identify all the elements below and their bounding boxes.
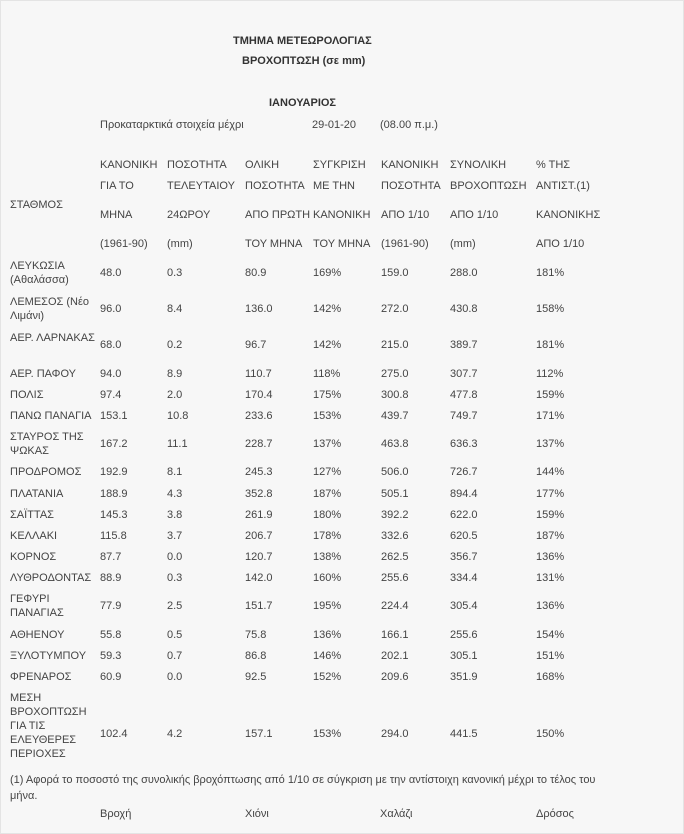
table-cell: 352.8 [245, 488, 273, 500]
column-header-line: ΚΑΝΟΝΙΚΗ [381, 159, 439, 171]
table-cell: 136.0 [245, 303, 273, 315]
table-cell: 0.0 [167, 551, 183, 563]
table-cell: 0.2 [167, 339, 183, 351]
column-header-line: ΓΙΑ ΤΟ [100, 180, 134, 192]
table-cell: 158% [536, 303, 565, 315]
table-cell: 127% [313, 466, 342, 478]
table-cell: 188.9 [100, 488, 128, 500]
table-cell: 159% [536, 389, 565, 401]
column-header-line: ΑΠΟ 1/10 [450, 209, 499, 221]
station-name: ΠΑΝΩ ΠΑΝΑΓΙΑ [10, 410, 92, 422]
table-cell: 136% [313, 629, 342, 641]
table-cell: 8.9 [167, 368, 183, 380]
column-header-line: (1961-90) [100, 238, 148, 250]
table-cell: 60.9 [100, 671, 122, 683]
station-name: ΦΡΕΝΑΡΟΣ [10, 671, 72, 683]
table-cell: 48.0 [100, 267, 122, 279]
table-cell: 334.4 [450, 572, 478, 584]
table-cell: 137% [313, 438, 342, 450]
table-cell: 177% [536, 488, 565, 500]
table-cell: 159.0 [381, 267, 409, 279]
table-cell: 96.0 [100, 303, 122, 315]
table-cell: 749.7 [450, 410, 478, 422]
prelim-time: (08.00 π.μ.) [380, 119, 438, 131]
column-header-line: ΤΕΛΕΥΤΑΙΟΥ [167, 180, 235, 192]
table-cell: 153.1 [100, 410, 128, 422]
column-header-line: ΑΠΟ 1/10 [536, 238, 585, 250]
table-cell: 180% [313, 509, 342, 521]
table-cell: 55.8 [100, 629, 122, 641]
table-cell: 187% [313, 488, 342, 500]
column-header-line: ΚΑΝΟΝΙΚΗ [313, 209, 371, 221]
table-cell: 97.4 [100, 389, 122, 401]
table-cell: 430.8 [450, 303, 478, 315]
table-cell: 153% [313, 410, 342, 422]
table-cell: 224.4 [381, 600, 409, 612]
table-cell: 150% [536, 728, 565, 740]
table-cell: 142% [313, 339, 342, 351]
table-cell: 118% [313, 368, 341, 380]
table-cell: 2.5 [167, 600, 183, 612]
station-name: ΣΑΪΤΤΑΣ [10, 509, 54, 521]
table-cell: 137% [536, 438, 565, 450]
column-header-line: ΠΟΣΟΤΗΤΑ [167, 159, 227, 171]
column-header-line: ΑΠΟ 1/10 [381, 209, 430, 221]
station-name: ΣΤΑΥΡΟΣ ΤΗΣ ΨΩΚΑΣ [10, 431, 84, 457]
table-cell: 131% [536, 572, 565, 584]
table-cell: 171% [536, 410, 565, 422]
table-cell: 351.9 [450, 671, 478, 683]
table-cell: 3.8 [167, 509, 183, 521]
table-cell: 120.7 [245, 551, 273, 563]
table-cell: 215.0 [381, 339, 409, 351]
table-cell: 146% [313, 650, 342, 662]
table-cell: 144% [536, 466, 565, 478]
column-header-line: ΠΟΣΟΤΗΤΑ [245, 180, 305, 192]
column-header-line: (mm) [450, 238, 476, 250]
table-cell: 136% [536, 551, 565, 563]
table-cell: 505.1 [381, 488, 409, 500]
station-name: ΚΕΛΛΑΚΙ [10, 530, 58, 542]
table-cell: 288.0 [450, 267, 478, 279]
column-header-line: ΜΗΝΑ [100, 209, 133, 221]
station-name: ΞΥΛΟΤΥΜΠΟΥ [10, 650, 87, 662]
table-cell: 726.7 [450, 466, 478, 478]
column-header-line: ΒΡΟΧΟΠΤΩΣΗ [450, 180, 527, 192]
table-cell: 112% [536, 368, 564, 380]
table-cell: 92.5 [245, 671, 267, 683]
table-cell: 102.4 [100, 728, 128, 740]
table-cell: 77.9 [100, 600, 122, 612]
column-header-line: ΤΟΥ ΜΗΝΑ [313, 238, 371, 250]
table-cell: 441.5 [450, 728, 478, 740]
table-cell: 439.7 [381, 410, 409, 422]
column-header-line: ΜΕ ΤΗΝ [313, 180, 355, 192]
table-cell: 622.0 [450, 509, 478, 521]
table-cell: 0.3 [167, 572, 183, 584]
column-header-line: (mm) [167, 238, 193, 250]
table-cell: 181% [536, 339, 565, 351]
station-name: ΑΕΡ. ΛΑΡΝΑΚΑΣ [10, 332, 95, 344]
table-cell: 151.7 [245, 600, 273, 612]
station-name: ΓΕΦΥΡΙ ΠΑΝΑΓΙΑΣ [10, 593, 64, 619]
month-heading: ΙΑΝΟΥΑΡΙΟΣ [269, 97, 337, 109]
table-cell: 4.2 [167, 728, 183, 740]
column-header-line: ΣΥΓΚΡΙΣΗ [313, 159, 366, 171]
table-cell: 8.4 [167, 303, 183, 315]
table-cell: 10.8 [167, 410, 189, 422]
column-header-line: 24ΩΡΟΥ [167, 209, 211, 221]
station-name: ΚΟΡΝΟΣ [10, 551, 57, 563]
table-cell: 894.4 [450, 488, 478, 500]
station-name: ΠΛΑΤΑΝΙΑ [10, 488, 64, 500]
table-cell: 169% [313, 267, 342, 279]
table-cell: 255.6 [450, 629, 478, 641]
table-cell: 154% [536, 629, 565, 641]
table-cell: 0.7 [167, 650, 183, 662]
legend-dew: Δρόσος [536, 808, 574, 820]
station-name: ΑΘΗΕΝΟΥ [10, 629, 65, 641]
table-cell: 209.6 [381, 671, 409, 683]
table-cell: 175% [313, 389, 342, 401]
station-name: ΛΕΜΕΣΟΣ (Νέο Λιμάνι) [10, 296, 90, 322]
legend-snow: Χιόνι [245, 808, 269, 820]
table-cell: 110.7 [245, 368, 272, 380]
table-cell: 115.8 [100, 530, 127, 542]
column-header-line: ΤΟΥ ΜΗΝΑ [245, 238, 303, 250]
station-name: ΛΕΥΚΩΣΙΑ (Αθαλάσσα) [10, 260, 69, 286]
column-header-line: (1961-90) [381, 238, 429, 250]
table-cell: 8.1 [167, 466, 183, 478]
station-name: ΑΕΡ. ΠΑΦΟΥ [10, 368, 76, 380]
table-cell: 167.2 [100, 438, 128, 450]
table-cell: 233.6 [245, 410, 273, 422]
table-cell: 202.1 [381, 650, 409, 662]
table-cell: 2.0 [167, 389, 183, 401]
table-cell: 142% [313, 303, 342, 315]
station-column-header: ΣΤΑΘΜΟΣ [10, 199, 63, 211]
table-cell: 307.7 [450, 368, 478, 380]
table-cell: 142.0 [245, 572, 273, 584]
table-cell: 356.7 [450, 551, 478, 563]
station-name: ΛΥΘΡΟΔΟΝΤΑΣ [10, 572, 92, 584]
table-cell: 3.7 [167, 530, 183, 542]
table-cell: 506.0 [381, 466, 409, 478]
table-cell: 136% [536, 600, 565, 612]
table-cell: 87.7 [100, 551, 122, 563]
table-cell: 275.0 [381, 368, 409, 380]
table-cell: 75.8 [245, 629, 267, 641]
station-name: ΜΕΣΗ ΒΡΟΧΟΠΤΩΣΗ ΓΙΑ ΤΙΣ ΕΛΕΥΘΕΡΕΣ ΠΕΡΙΟΧΕΣ [10, 692, 87, 760]
table-cell: 0.5 [167, 629, 183, 641]
table-cell: 300.8 [381, 389, 409, 401]
table-cell: 11.1 [167, 438, 188, 450]
table-cell: 166.1 [381, 629, 409, 641]
prelim-date: 29-01-20 [312, 119, 357, 131]
table-cell: 152% [313, 671, 342, 683]
table-cell: 181% [536, 267, 565, 279]
column-header-line: ΣΥΝΟΛΙΚΗ [450, 159, 507, 171]
table-cell: 272.0 [381, 303, 409, 315]
table-cell: 332.6 [381, 530, 409, 542]
table-cell: 157.1 [245, 728, 273, 740]
table-cell: 159% [536, 509, 565, 521]
table-cell: 392.2 [381, 509, 409, 521]
legend-rain: Βροχή [100, 808, 132, 820]
table-cell: 228.7 [245, 438, 273, 450]
table-cell: 294.0 [381, 728, 409, 740]
table-cell: 305.1 [450, 650, 478, 662]
table-cell: 245.3 [245, 466, 273, 478]
column-header-line: ΚΑΝΟΝΙΚΗΣ [536, 209, 601, 221]
table-cell: 68.0 [100, 339, 122, 351]
column-header-line: ΟΛΙΚΗ [245, 159, 280, 171]
table-cell: 153% [313, 728, 342, 740]
footnote: (1) Αφορά το ποσοστό της συνολικής βροχόπτωσης από 1/10 σε σύγκριση με την αντίστοιχη κανονική μέχρι το τέλος του μήνα. [10, 774, 596, 802]
table-cell: 389.7 [450, 339, 478, 351]
table-cell: 261.9 [245, 509, 273, 521]
table-cell: 86.8 [245, 650, 267, 662]
column-header-line: ΚΑΝΟΝΙΚΗ [100, 159, 158, 171]
table-cell: 170.4 [245, 389, 273, 401]
table-cell: 59.3 [100, 650, 122, 662]
table-cell: 151% [536, 650, 565, 662]
table-cell: 80.9 [245, 267, 267, 279]
column-header-line: % ΤΗΣ [536, 159, 571, 171]
table-cell: 305.4 [450, 600, 478, 612]
table-cell: 255.6 [381, 572, 409, 584]
table-cell: 160% [313, 572, 342, 584]
legend-hail: Χαλάζι [380, 808, 413, 820]
column-header-line: ΑΝΤΙΣΤ.(1) [536, 180, 590, 192]
table-cell: 96.7 [245, 339, 267, 351]
table-cell: 262.5 [381, 551, 409, 563]
table-cell: 138% [313, 551, 342, 563]
table-cell: 88.9 [100, 572, 122, 584]
prelim-label: Προκαταρκτικά στοιχεία μέχρι [100, 119, 244, 131]
table-cell: 195% [313, 600, 342, 612]
table-cell: 0.0 [167, 671, 183, 683]
table-cell: 178% [313, 530, 342, 542]
table-cell: 477.8 [450, 389, 478, 401]
table-cell: 620.5 [450, 530, 478, 542]
station-name: ΠΟΛΙΣ [10, 389, 44, 401]
page-subtitle: ΒΡΟΧΟΠΤΩΣΗ (σε mm) [242, 55, 366, 67]
table-cell: 94.0 [100, 368, 122, 380]
table-cell: 192.9 [100, 466, 128, 478]
table-cell: 187% [536, 530, 565, 542]
column-header-line: ΠΟΣΟΤΗΤΑ [381, 180, 441, 192]
table-cell: 463.8 [381, 438, 409, 450]
table-cell: 636.3 [450, 438, 478, 450]
table-cell: 168% [536, 671, 565, 683]
table-cell: 0.3 [167, 267, 183, 279]
table-cell: 206.7 [245, 530, 273, 542]
table-cell: 4.3 [167, 488, 183, 500]
station-name: ΠΡΟΔΡΟΜΟΣ [10, 466, 82, 478]
column-header-line: ΑΠΟ ΠΡΩΤΗ [245, 209, 311, 221]
page-title: ΤΜΗΜΑ ΜΕΤΕΩΡΟΛΟΓΙΑΣ [233, 35, 372, 47]
table-cell: 145.3 [100, 509, 128, 521]
